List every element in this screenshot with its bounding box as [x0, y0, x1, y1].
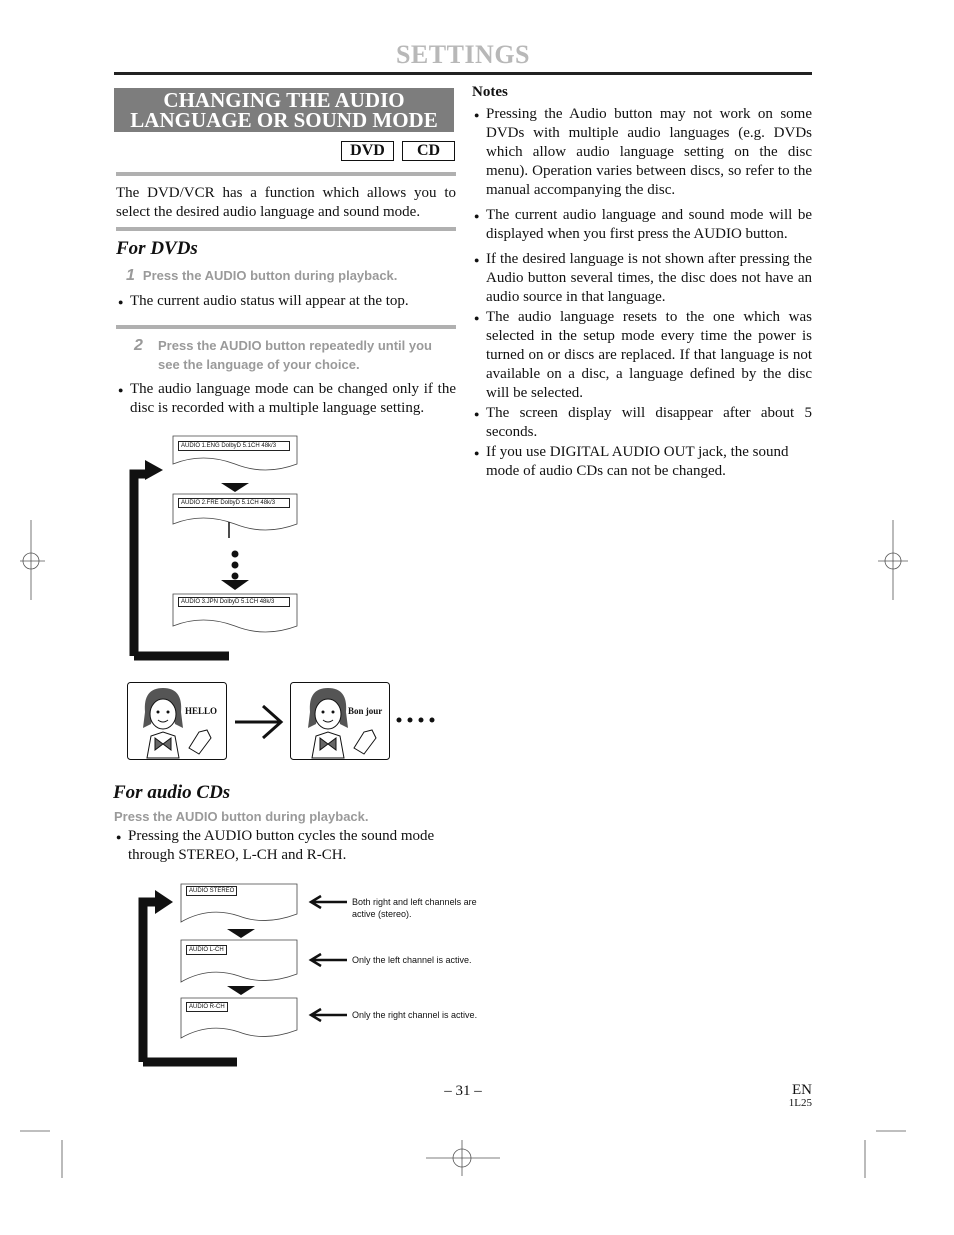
- osd-label: AUDIO 3.JPN DolbyD 5.1CH 48k/3: [178, 597, 290, 607]
- callout-left: Only the left channel is active.: [352, 955, 472, 965]
- bullet-icon: ●: [474, 409, 480, 419]
- intro-text: The DVD/VCR has a function which allows you to select the desired audio language and sound mode.: [116, 185, 456, 220]
- bullet-icon: ●: [474, 448, 480, 458]
- dvds-heading: For DVDs: [116, 238, 198, 259]
- note-text: If you use DIGITAL AUDIO OUT jack, the sound mode of audio CDs can not be changed.: [486, 444, 789, 479]
- osd-label: AUDIO R-CH: [186, 1002, 228, 1012]
- bullet-text: The current audio status will appear at the top.: [130, 293, 409, 309]
- bullet-icon: ●: [116, 832, 122, 842]
- bullet-icon: ●: [118, 385, 124, 395]
- note-text: The screen display will disappear after about 5 seconds.: [486, 405, 812, 440]
- section-title-line2: LANGUAGE OR SOUND MODE: [130, 108, 438, 132]
- page-number: – 31 –: [444, 1083, 482, 1099]
- speech-hello: HELLO: [185, 706, 218, 716]
- osd-label: AUDIO 1.ENG DolbyD 5.1CH 48k/3: [178, 441, 290, 451]
- bullet-icon: ●: [474, 110, 480, 120]
- note-text: If the desired language is not shown after pressing the Audio button several times, the disc does not have an audio source in that language.: [486, 251, 812, 305]
- cd-badge: CD: [402, 141, 455, 161]
- step-text: Press the AUDIO button repeatedly until you see the language of your choice.: [158, 338, 432, 372]
- callout-stereo: Both right and left channels are active (stereo).: [352, 897, 477, 919]
- callout-right: Only the right channel is active.: [352, 1010, 478, 1020]
- model-code: 1L25: [788, 1097, 812, 1109]
- bullet-text: Pressing the AUDIO button cycles the sound mode through STEREO, L-CH and R-CH.: [128, 828, 435, 863]
- osd-label: AUDIO L-CH: [186, 945, 227, 955]
- speech-bonjour: Bon jour: [348, 706, 383, 716]
- language-code: EN: [792, 1082, 812, 1098]
- step-number: 1: [126, 267, 135, 284]
- osd-label: AUDIO STEREO: [186, 886, 237, 896]
- step-text: Press the AUDIO button during playback.: [142, 268, 398, 283]
- bullet-text: The audio language mode can be changed only if the disc is recorded with a multiple language setting.: [130, 381, 456, 416]
- step-number: 2: [134, 337, 143, 354]
- note-text: Pressing the Audio button may not work on some DVDs with multiple audio languages (e.g. DVDs which allow audio language setting on the disc menu). Operation varies between discs, so refer to the manual accompanying the disc.: [486, 106, 812, 198]
- cd-step: Press the AUDIO button during playback.: [114, 809, 369, 824]
- bullet-icon: ●: [474, 255, 480, 265]
- notes-title: Notes: [472, 84, 508, 100]
- osd-label: AUDIO 2.FRE DolbyD 5.1CH 48k/3: [178, 498, 290, 508]
- section-title-line1: CHANGING THE AUDIO: [163, 88, 405, 112]
- note-text: The current audio language and sound mode will be displayed when you first press the AUDIO button.: [486, 207, 812, 242]
- note-text: The audio language resets to the one which was selected in the setup mode every time the power is turned on or discs are replaced. If that language is not available on a disc, a language defined by the disc will be selected.: [486, 309, 812, 401]
- bullet-icon: ●: [118, 297, 124, 307]
- bullet-icon: ●: [474, 211, 480, 221]
- cds-heading: For audio CDs: [113, 782, 231, 803]
- bullet-icon: ●: [474, 313, 480, 323]
- dvd-badge: DVD: [341, 141, 394, 161]
- page-title: SETTINGS: [395, 40, 531, 69]
